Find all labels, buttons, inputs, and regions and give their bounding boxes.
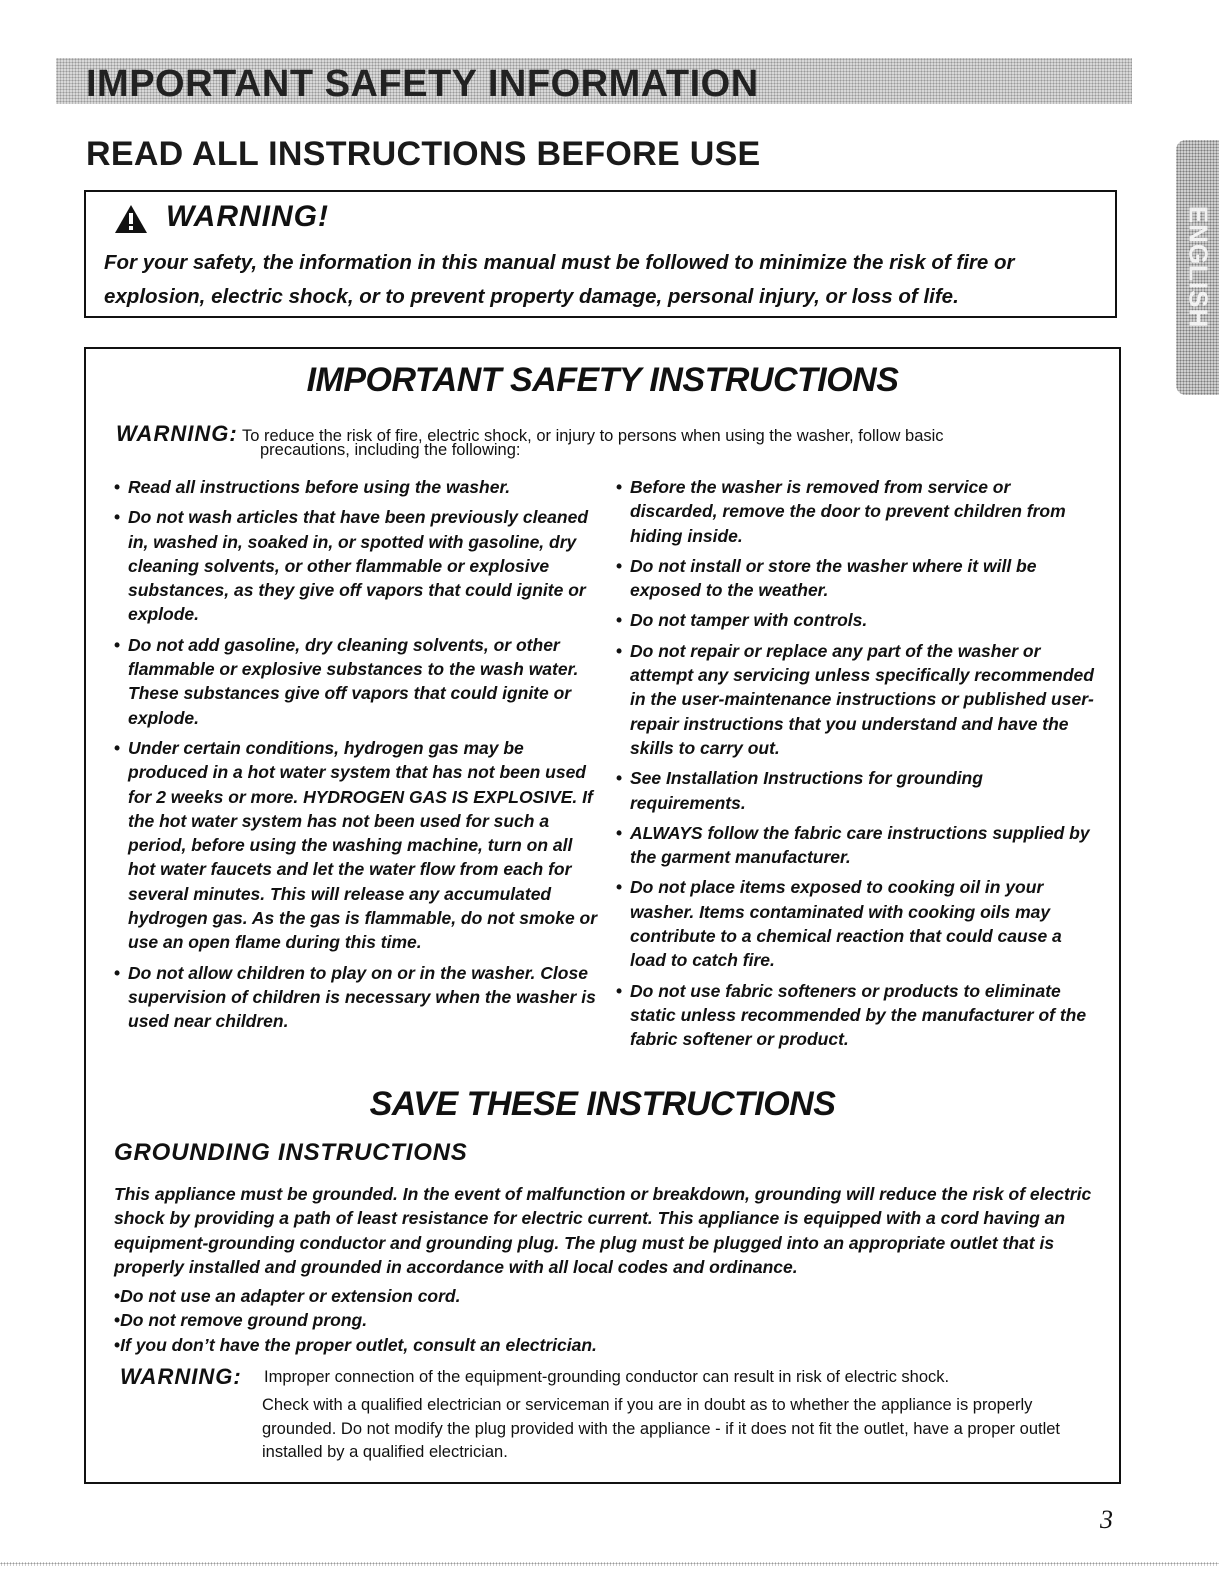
list-item: • Do not remove ground prong. bbox=[114, 1308, 597, 1332]
list-item: • Do not place items exposed to cooking oil in your washer. Items contaminated with cooking oils may contribute to a chemical reaction that could cause a load to catch fire. bbox=[616, 875, 1096, 972]
safety-intro-line2: precautions, including the following: bbox=[260, 441, 521, 459]
safety-instructions-box bbox=[84, 347, 1121, 1484]
safety-instructions-heading: IMPORTANT SAFETY INSTRUCTIONS bbox=[306, 361, 899, 399]
warning-heading: WARNING! bbox=[166, 200, 329, 233]
list-item: • If you don’t have the proper outlet, consult an electrician. bbox=[114, 1333, 597, 1357]
grounding-text: This appliance must be grounded. In the event of malfunction or breakdown, grounding will reduce the risk of electric shock by providing a path of least resistance for electric current. This appliance is equipped with a cord having an equipment-grounding conductor and grounding plug. The plug must be plugged into an appropriate outlet that is properly installed and grounded in accordance with all local codes and ordinance. bbox=[114, 1184, 1092, 1277]
grounding-warning-first: Improper connection of the equipment-grounding conductor can result in risk of electric shock. bbox=[264, 1368, 950, 1386]
grounding-heading: GROUNDING INSTRUCTIONS bbox=[114, 1139, 468, 1166]
grounding-warning bbox=[120, 1364, 950, 1390]
grounding-list bbox=[114, 1284, 597, 1357]
grounding-warning-rest: Check with a qualified electrician or serviceman if you are in doubt as to whether the appliance is properly grounded. Do not modify the plug provided with the appliance - if it does not fit the outlet, have a proper outlet installed by a qualified electrician. bbox=[262, 1396, 1061, 1461]
list-item: • Do not wash articles that have been previously cleaned in, washed in, soaked in, or spotted with gasoline, dry cleaning solvents, or other flammable or explosive substances, as they give off vapors that could ignite or explode. bbox=[114, 505, 604, 626]
grounding-warning-label: WARNING: bbox=[120, 1364, 242, 1389]
list-item: • Do not add gasoline, dry cleaning solvents, or other flammable or explosive substances to the wash water. These substances give off vapors that could ignite or explode. bbox=[114, 633, 604, 730]
list-item: • Do not allow children to play on or in the washer. Close supervision of children is necessary when the washer is used near children. bbox=[114, 961, 604, 1034]
language-tab bbox=[1176, 140, 1219, 395]
warning-text: For your safety, the information in this manual must be followed to minimize the risk of fire or explosion, electric shock, or to prevent property damage, personal injury, or loss of life. bbox=[104, 251, 1015, 308]
list-item: • ALWAYS follow the fabric care instructions supplied by the garment manufacturer. bbox=[616, 821, 1096, 870]
warning-box bbox=[84, 190, 1117, 318]
list-item: • Read all instructions before using the washer. bbox=[114, 475, 604, 499]
list-item: • Do not install or store the washer where it will be exposed to the weather. bbox=[616, 554, 1096, 603]
list-item: • Under certain conditions, hydrogen gas may be produced in a hot water system that has not been used for 2 weeks or more. HYDROGEN GAS IS EXPLOSIVE. If the hot water system has not been used for such a period, before using the washing machine, turn on all hot water faucets and let the water flow from each for several minutes. This will release any accumulated hydrogen gas. As the gas is flammable, do not smoke or use an open flame during this time. bbox=[114, 736, 604, 955]
banner-title: IMPORTANT SAFETY INFORMATION bbox=[86, 63, 759, 105]
list-item: • Do not tamper with controls. bbox=[616, 608, 1096, 632]
list-item: • See Installation Instructions for grounding requirements. bbox=[616, 766, 1096, 815]
list-item: • Do not use an adapter or extension cord. bbox=[114, 1284, 597, 1308]
safety-list-right bbox=[616, 475, 1096, 1058]
list-item: • Before the washer is removed from service or discarded, remove the door to prevent children from hiding inside. bbox=[616, 475, 1096, 548]
warning-triangle-icon bbox=[114, 204, 148, 234]
page-number: 3 bbox=[1100, 1505, 1113, 1534]
language-tab-label: ENGLISH bbox=[1183, 205, 1214, 329]
list-item: • Do not repair or replace any part of the washer or attempt any servicing unless specifically recommended in the user-maintenance instructions or published user-repair instructions that you understand and have the skills to carry out. bbox=[616, 639, 1096, 760]
bottom-dotted-rule bbox=[0, 1562, 1219, 1566]
header-banner bbox=[56, 58, 1132, 104]
list-item: • Do not use fabric softeners or products to eliminate static unless recommended by the manufacturer of the fabric softener or product. bbox=[616, 979, 1096, 1052]
safety-intro-line1: To reduce the risk of fire, electric shock, or injury to persons when using the washer, follow basic bbox=[241, 427, 944, 445]
safety-list-left bbox=[114, 475, 604, 1040]
safety-warning-label: WARNING: bbox=[116, 421, 238, 446]
safety-intro bbox=[116, 421, 944, 459]
save-instructions-heading: SAVE THESE INSTRUCTIONS bbox=[369, 1085, 836, 1123]
read-all-heading: READ ALL INSTRUCTIONS BEFORE USE bbox=[86, 135, 761, 173]
